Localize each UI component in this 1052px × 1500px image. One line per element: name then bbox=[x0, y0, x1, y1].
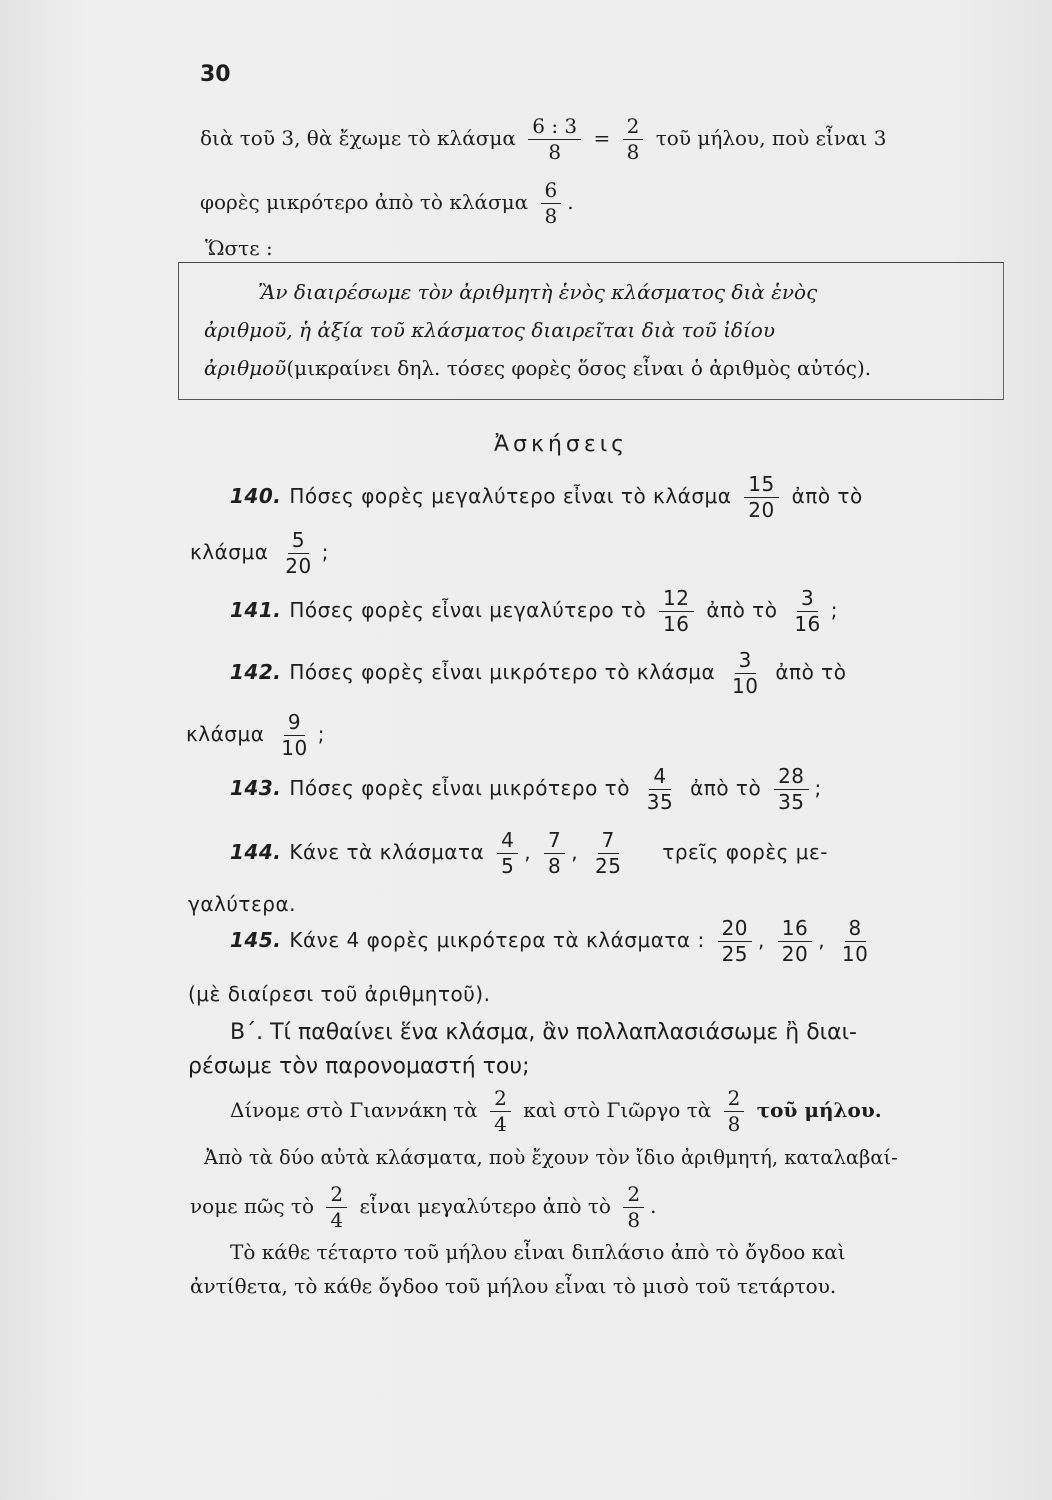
exercise-144: 144. Κάνε τὰ κλάσματα $\frac{4}{5}$ , $\frac{7}{8}$ , $\frac{7}{25}$ τρεῖς φορὲς με- bbox=[230, 828, 828, 878]
exercise-number: 142. bbox=[230, 660, 282, 684]
intro-text: διὰ τοῦ 3, θὰ ἔχωμε τὸ κλάσμα bbox=[200, 126, 516, 150]
exercise-145-line-2: (μὲ διαίρεσι τοῦ ἀριθμητοῦ). bbox=[188, 982, 491, 1006]
body-paragraph-3-line-1: Τὸ κάθε τέταρτο τοῦ μήλου εἶναι διπλάσιο ἀπὸ τὸ ὄγδοο καὶ bbox=[230, 1240, 846, 1264]
exercise-143: 143. Πόσες φορὲς εἶναι μικρότερο τὸ $\frac{4}{35}$ ἀπὸ τὸ $\frac{28}{35}$ ; bbox=[230, 764, 822, 814]
fraction: $\frac{4}{35}$ bbox=[646, 764, 674, 814]
fraction: $\frac{16}{20}$ bbox=[778, 918, 812, 965]
rule-line-3: ἀριθμοῦ(μικραίνει δηλ. τόσες φορὲς ὅσος εἶναι ὁ ἀριθμὸς αὐτός). bbox=[204, 356, 872, 380]
exercise-number: 145. bbox=[230, 928, 282, 952]
body-paragraph-3-line-2: ἀντίθετα, τὸ κάθε ὄγδοο τοῦ μήλου εἶναι τὸ μισὸ τοῦ τετάρτου. bbox=[190, 1274, 837, 1298]
exercise-141: 141. Πόσες φορὲς εἶναι μεγαλύτερο τὸ $\frac{12}{16}$ ἀπὸ τὸ $\frac{3}{16}$ ; bbox=[230, 586, 839, 636]
exercise-144-line-2: γαλύτερα. bbox=[188, 892, 297, 916]
exercise-140: 140. Πόσες φορὲς μεγαλύτερο εἶναι τὸ κλάσμα $\frac{15}{20}$ ἀπὸ τὸ bbox=[230, 472, 863, 522]
intro-line-1 bbox=[200, 116, 886, 163]
intro-line-3: Ὥστε : bbox=[205, 236, 273, 260]
fraction: $\frac{6}{8}$ bbox=[541, 180, 562, 227]
rule-line-2: ἀριθμοῦ, ἡ ἀξία τοῦ κλάσματος διαιρεῖται διὰ τοῦ ἰδίου bbox=[204, 318, 775, 342]
fraction: $\frac{7}{8}$ bbox=[544, 830, 565, 877]
rule-line-1: Ἂν διαιρέσωμε τὸν ἀριθμητὴ ἑνὸς κλάσματος διὰ ἑνὸς bbox=[258, 280, 818, 304]
fraction: $\frac{28}{35}$ bbox=[774, 766, 808, 813]
section-b-line-1: Β΄. Τί παθαίνει ἕνα κλάσμα, ἂν πολλαπλασιάσωμε ἢ διαι- bbox=[230, 1020, 857, 1045]
fraction: $\frac{5}{20}$ bbox=[285, 528, 312, 578]
fraction: $\frac{15}{20}$ bbox=[744, 474, 778, 521]
fraction: $\frac{8}{10}$ bbox=[841, 916, 869, 966]
exercise-number: 144. bbox=[230, 840, 282, 864]
fraction: $\frac{2}{4}$ bbox=[326, 1184, 347, 1231]
fraction: $\frac{3}{10}$ bbox=[732, 648, 759, 698]
exercise-142: 142. Πόσες φορὲς εἶναι μικρότερο τὸ κλάσμα $\frac{3}{10}$ ἀπὸ τὸ bbox=[230, 648, 847, 698]
page-number: 30 bbox=[200, 62, 231, 87]
exercise-142-line-2: κλάσμα $\frac{9}{10}$ ; bbox=[186, 710, 325, 760]
fraction: $\frac{20}{25}$ bbox=[718, 918, 752, 965]
body-paragraph-1: Δίνομε στὸ Γιαννάκη τὰ $\frac{2}{4}$ καὶ στὸ Γιῶργο τὰ $\frac{2}{8}$ τοῦ μήλου. bbox=[230, 1086, 882, 1136]
fraction: $\frac{4}{5}$ bbox=[497, 830, 518, 877]
body-paragraph-2-line-1: Ἀπὸ τὰ δύο αὐτὰ κλάσματα, ποὺ ἔχουν τὸν ἴδιο ἀριθμητή, καταλαβαί- bbox=[204, 1146, 898, 1169]
section-b-line-2: ρέσωμε τὸν παρονομαστή του; bbox=[188, 1054, 530, 1079]
exercise-145: 145. Κάνε 4 φορὲς μικρότερα τὰ κλάσματα : $\frac{20}{25}$ , $\frac{16}{20}$ , $\frac{8}{10}$ bbox=[230, 918, 878, 965]
equals-sign: = bbox=[593, 126, 611, 150]
body-paragraph-2-line-2: νομε πῶς τὸ $\frac{2}{4}$ εἶναι μεγαλύτερο ἀπὸ τὸ $\frac{2}{8}$ . bbox=[190, 1182, 657, 1232]
exercise-number: 141. bbox=[230, 598, 282, 622]
intro-text: τοῦ μήλου, ποὺ εἶναι 3 bbox=[655, 126, 887, 150]
exercise-number: 143. bbox=[230, 776, 282, 800]
exercises-heading: Ἀσκήσεις bbox=[494, 432, 629, 457]
fraction: $\frac{6 : 3}{8}$ bbox=[528, 116, 581, 163]
fraction: $\frac{2}{4}$ bbox=[490, 1088, 511, 1135]
fraction: $\frac{7}{25}$ bbox=[594, 828, 622, 878]
fraction: $\frac{2}{8}$ bbox=[724, 1088, 745, 1135]
fraction: $\frac{3}{16}$ bbox=[794, 586, 821, 636]
exercise-140-line-2: κλάσμα $\frac{5}{20}$ ; bbox=[190, 528, 329, 578]
intro-line-2: φορὲς μικρότερο ἀπὸ τὸ κλάσμα $\frac{6}{8}$ . bbox=[200, 178, 574, 228]
fraction: $\frac{2}{8}$ bbox=[623, 1184, 644, 1231]
fraction: $\frac{12}{16}$ bbox=[659, 588, 693, 635]
fraction: $\frac{9}{10}$ bbox=[281, 710, 308, 760]
fraction: $\frac{2}{8}$ bbox=[623, 116, 644, 163]
exercise-number: 140. bbox=[230, 484, 282, 508]
